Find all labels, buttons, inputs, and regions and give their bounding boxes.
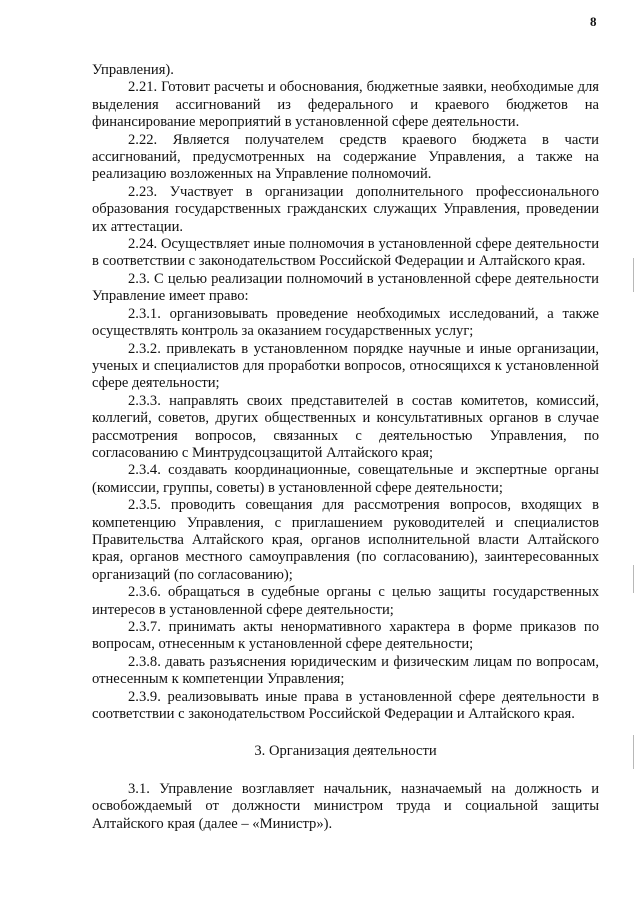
- paragraph-2-3: 2.3. С целью реализации полномочий в установленной сфере деятельности Управление имеет право:: [92, 270, 599, 305]
- paragraph-2-3-6: 2.3.6. обращаться в судебные органы с целью защиты государственных интересов в установленной сфере деятельности;: [92, 584, 599, 618]
- paragraph-2-3-2: 2.3.2. привлекать в установленном порядке научные и иные организации, ученых и специалистов для проработки вопросов, относящихся к установленной сфере деятельности;: [92, 340, 599, 392]
- paragraph-2-3-9: 2.3.9. реализовывать иные права в установленной сфере деятельности в соответствии с законодательством Российской Федерации и Алтайского края.: [92, 688, 599, 723]
- paragraph-2-3-7: 2.3.7. принимать акты ненормативного характера в форме приказов по вопросам, отнесенным к установленной сфере деятельности;: [92, 619, 599, 653]
- paragraph-2-22: 2.22. Является получателем средств краевого бюджета в части ассигнований, предусмотренных на содержание Управления, а также на реализацию возложенных на Управление полномочий.: [92, 131, 599, 183]
- page-number: 8: [590, 14, 597, 29]
- section-heading: 3. Организация деятельности: [254, 743, 437, 760]
- paragraph-2-3-4: 2.3.4. создавать координационные, совещательные и экспертные органы (комиссии, группы, советы) в установленной сфере деятельности;: [92, 462, 599, 496]
- document-body: [92, 62, 599, 833]
- scan-artifact-line: [633, 258, 634, 292]
- paragraph-2-3-8: 2.3.8. давать разъяснения юридическим и физическим лицам по вопросам, отнесенным к компетенции Управления;: [92, 653, 599, 688]
- paragraph-2-3-3: 2.3.3. направлять своих представителей в состав комитетов, комиссий, коллегий, советов, других общественных и консультативных органов в случае рассмотрения вопросов, связанных с деятельностью Управления, по согласованию с Минтрудсоцзащитой Алтайского края;: [92, 392, 599, 461]
- paragraph-2-21: 2.21. Готовит расчеты и обоснования, бюджетные заявки, необходимые для выделения ассигнований из федерального и краевого бюджетов на финансирование мероприятий в установленной сфере деятельности.: [92, 79, 599, 131]
- paragraph-2-24: 2.24. Осуществляет иные полномочия в установленной сфере деятельности в соответствии с законодательством Российской Федерации и Алтайского края.: [92, 236, 599, 270]
- paragraph-continuation: Управления).: [92, 62, 174, 78]
- paragraph-3-1: 3.1. Управление возглавляет начальник, назначаемый на должность и освобождаемый от должности министром труда и социальной защиты Алтайского края (далее – «Министр»).: [92, 780, 599, 832]
- scan-artifact-line: [633, 565, 634, 593]
- paragraph-2-23: 2.23. Участвует в организации дополнительного профессионального образования государственных гражданских служащих Управления, проведении их аттестации.: [92, 183, 599, 235]
- paragraph-2-3-1: 2.3.1. организовывать проведение необходимых исследований, а также осуществлять контроль за оказанием государственных услуг;: [92, 305, 599, 340]
- paragraph-2-3-5: 2.3.5. проводить совещания для рассмотрения вопросов, входящих в компетенцию Управления, с приглашением руководителей и специалистов Правительства Алтайского края, органов исполнительной власти Алтайского края, органов местного самоуправления (по согласованию), заинтересованных организаций (по согласованию);: [92, 497, 599, 583]
- scan-artifact-line: [633, 735, 634, 769]
